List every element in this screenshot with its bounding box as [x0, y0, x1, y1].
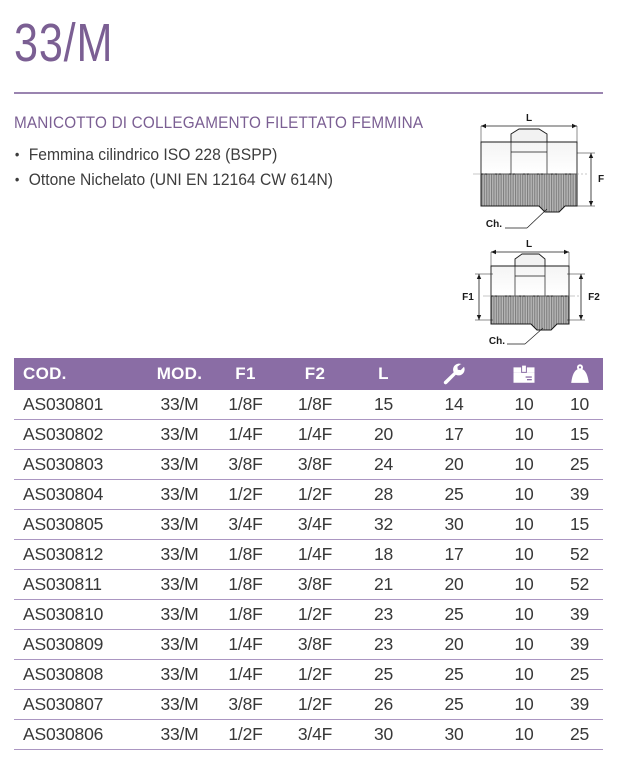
- drawing-front-view: [455, 108, 615, 233]
- cell-f2: 1/2F: [297, 664, 333, 684]
- cell-mod: 33/M: [160, 514, 199, 534]
- list-item: • Femmina cilindrico ISO 228 (BSPP): [14, 142, 419, 167]
- cell-wrench: 17: [444, 424, 464, 444]
- cell-mod: 33/M: [160, 604, 199, 624]
- cell-f2: 1/4F: [297, 424, 333, 444]
- cell-box: 10: [514, 514, 534, 534]
- cell-f2: 3/4F: [297, 514, 333, 534]
- cell-weight: 25: [569, 454, 590, 474]
- cell-wrench: 25: [444, 484, 464, 504]
- technical-drawings: [455, 108, 615, 356]
- cell-box: 10: [514, 484, 534, 504]
- cell-l: 28: [373, 484, 394, 504]
- cell-cod: AS030808: [23, 664, 104, 684]
- cell-cod: AS030807: [23, 694, 104, 714]
- cell-f1: 1/2F: [228, 484, 263, 504]
- cell-f1: 1/2F: [228, 724, 263, 744]
- cell-l: 25: [373, 664, 394, 684]
- front-view-svg: [455, 108, 615, 233]
- cell-f1: 3/4F: [228, 514, 263, 534]
- cell-weight: 39: [569, 634, 590, 654]
- cell-f1: 1/4F: [228, 664, 263, 684]
- cell-box: 10: [514, 604, 534, 624]
- cell-mod: 33/M: [160, 454, 199, 474]
- cell-weight: 25: [569, 664, 590, 684]
- cell-f2: 3/8F: [297, 634, 333, 654]
- cell-box: 10: [514, 544, 534, 564]
- table-row: [14, 600, 603, 630]
- cell-f1: 1/8F: [228, 544, 263, 564]
- cell-box: 10: [514, 394, 534, 414]
- cell-f1: 3/8F: [228, 694, 263, 714]
- weight-icon: [556, 358, 603, 390]
- cell-cod: AS030806: [23, 724, 104, 744]
- cell-l: 20: [373, 424, 394, 444]
- feature-list: [14, 142, 454, 192]
- cell-l: 30: [373, 724, 394, 744]
- cell-cod: AS030802: [23, 424, 104, 444]
- table-row: [14, 450, 603, 480]
- cell-f2: 3/8F: [297, 574, 333, 594]
- cell-wrench: 14: [444, 394, 464, 414]
- cell-mod: 33/M: [160, 694, 199, 714]
- table-row: [14, 630, 603, 660]
- dimension-label-F: F: [597, 174, 605, 185]
- cell-wrench: 20: [444, 574, 464, 594]
- dimension-label-Ch2: Ch.: [488, 336, 505, 347]
- table-row: [14, 720, 603, 750]
- cell-box: 10: [514, 574, 534, 594]
- cell-box: 10: [514, 454, 534, 474]
- cell-l: 24: [373, 454, 394, 474]
- cell-cod: AS030811: [23, 574, 102, 594]
- cell-l: 15: [373, 394, 394, 414]
- column-header-cod: COD.: [23, 364, 67, 383]
- column-header-f2: F2: [304, 364, 326, 383]
- dimension-label-F2: F2: [588, 292, 600, 303]
- cell-mod: 33/M: [160, 394, 199, 414]
- cell-l: 18: [373, 544, 394, 564]
- table-header-row: [14, 358, 603, 390]
- cell-l: 23: [373, 604, 394, 624]
- cell-f1: 1/4F: [228, 634, 263, 654]
- cell-weight: 39: [569, 604, 590, 624]
- cell-cod: AS030810: [23, 604, 104, 624]
- cell-weight: 25: [569, 724, 590, 744]
- cell-box: 10: [514, 694, 534, 714]
- column-header-l: L: [378, 364, 389, 383]
- cell-wrench: 25: [444, 664, 464, 684]
- cell-l: 23: [373, 634, 394, 654]
- table-row: [14, 540, 603, 570]
- cell-l: 32: [373, 514, 394, 534]
- table-row: [14, 570, 603, 600]
- dimension-label-L2: L: [525, 239, 533, 250]
- table-body: [14, 390, 603, 750]
- cell-f2: 1/4F: [297, 544, 333, 564]
- wrench-icon: [416, 358, 492, 390]
- cell-mod: 33/M: [160, 574, 199, 594]
- cell-f2: 1/8F: [297, 394, 333, 414]
- cell-weight: 39: [569, 484, 590, 504]
- cell-weight: 15: [569, 424, 590, 444]
- title-divider: [14, 92, 603, 94]
- cell-box: 10: [514, 424, 534, 444]
- cell-mod: 33/M: [160, 634, 199, 654]
- section-view-svg: [455, 236, 615, 356]
- cell-weight: 39: [569, 694, 590, 714]
- drawing-section-view: [455, 236, 615, 356]
- cell-f1: 3/8F: [228, 454, 263, 474]
- cell-mod: 33/M: [160, 544, 199, 564]
- cell-weight: 52: [569, 544, 590, 564]
- table-row: [14, 660, 603, 690]
- cell-weight: 15: [569, 514, 590, 534]
- specification-table: [14, 358, 603, 750]
- cell-cod: AS030805: [23, 514, 104, 534]
- cell-cod: AS030803: [23, 454, 104, 474]
- cell-cod: AS030812: [23, 544, 104, 564]
- cell-f1: 1/8F: [228, 394, 263, 414]
- cell-f1: 1/8F: [228, 604, 263, 624]
- package-box-icon: [492, 358, 556, 390]
- cell-f2: 3/8F: [297, 454, 333, 474]
- cell-mod: 33/M: [160, 424, 199, 444]
- dimension-label-L: L: [525, 113, 533, 124]
- cell-f1: 1/8F: [228, 574, 263, 594]
- cell-f2: 1/2F: [297, 604, 333, 624]
- cell-cod: AS030804: [23, 484, 104, 504]
- cell-f2: 1/2F: [297, 484, 333, 504]
- cell-weight: 52: [569, 574, 590, 594]
- column-header-mod: MOD.: [156, 364, 203, 383]
- cell-wrench: 20: [444, 634, 464, 654]
- cell-cod: AS030809: [23, 634, 104, 654]
- cell-weight: 10: [569, 394, 590, 414]
- cell-f2: 1/2F: [297, 694, 333, 714]
- table-row: [14, 480, 603, 510]
- cell-f1: 1/4F: [228, 424, 263, 444]
- dimension-label-F1: F1: [462, 292, 474, 303]
- cell-mod: 33/M: [160, 664, 199, 684]
- cell-wrench: 30: [444, 724, 464, 744]
- dimension-label-Ch: Ch.: [485, 219, 502, 230]
- cell-box: 10: [514, 664, 534, 684]
- cell-wrench: 25: [444, 604, 464, 624]
- page-title: 33/M: [14, 13, 114, 73]
- table-row: [14, 390, 603, 420]
- cell-box: 10: [514, 724, 534, 744]
- cell-box: 10: [514, 634, 534, 654]
- cell-cod: AS030801: [23, 394, 104, 414]
- list-item: • Ottone Nichelato (UNI EN 12164 CW 614N): [14, 167, 419, 192]
- cell-l: 26: [373, 694, 394, 714]
- cell-f2: 3/4F: [297, 724, 333, 744]
- cell-wrench: 25: [444, 694, 464, 714]
- product-description: [14, 112, 454, 192]
- product-heading: MANICOTTO DI COLLEGAMENTO FILETTATO FEMMINA: [14, 113, 424, 132]
- cell-mod: 33/M: [160, 724, 199, 744]
- cell-l: 21: [373, 574, 394, 594]
- table-row: [14, 420, 603, 450]
- cell-wrench: 30: [444, 514, 464, 534]
- cell-mod: 33/M: [160, 484, 199, 504]
- cell-wrench: 17: [444, 544, 464, 564]
- cell-wrench: 20: [444, 454, 464, 474]
- column-header-f1: F1: [235, 364, 256, 383]
- table-row: [14, 690, 603, 720]
- table-row: [14, 510, 603, 540]
